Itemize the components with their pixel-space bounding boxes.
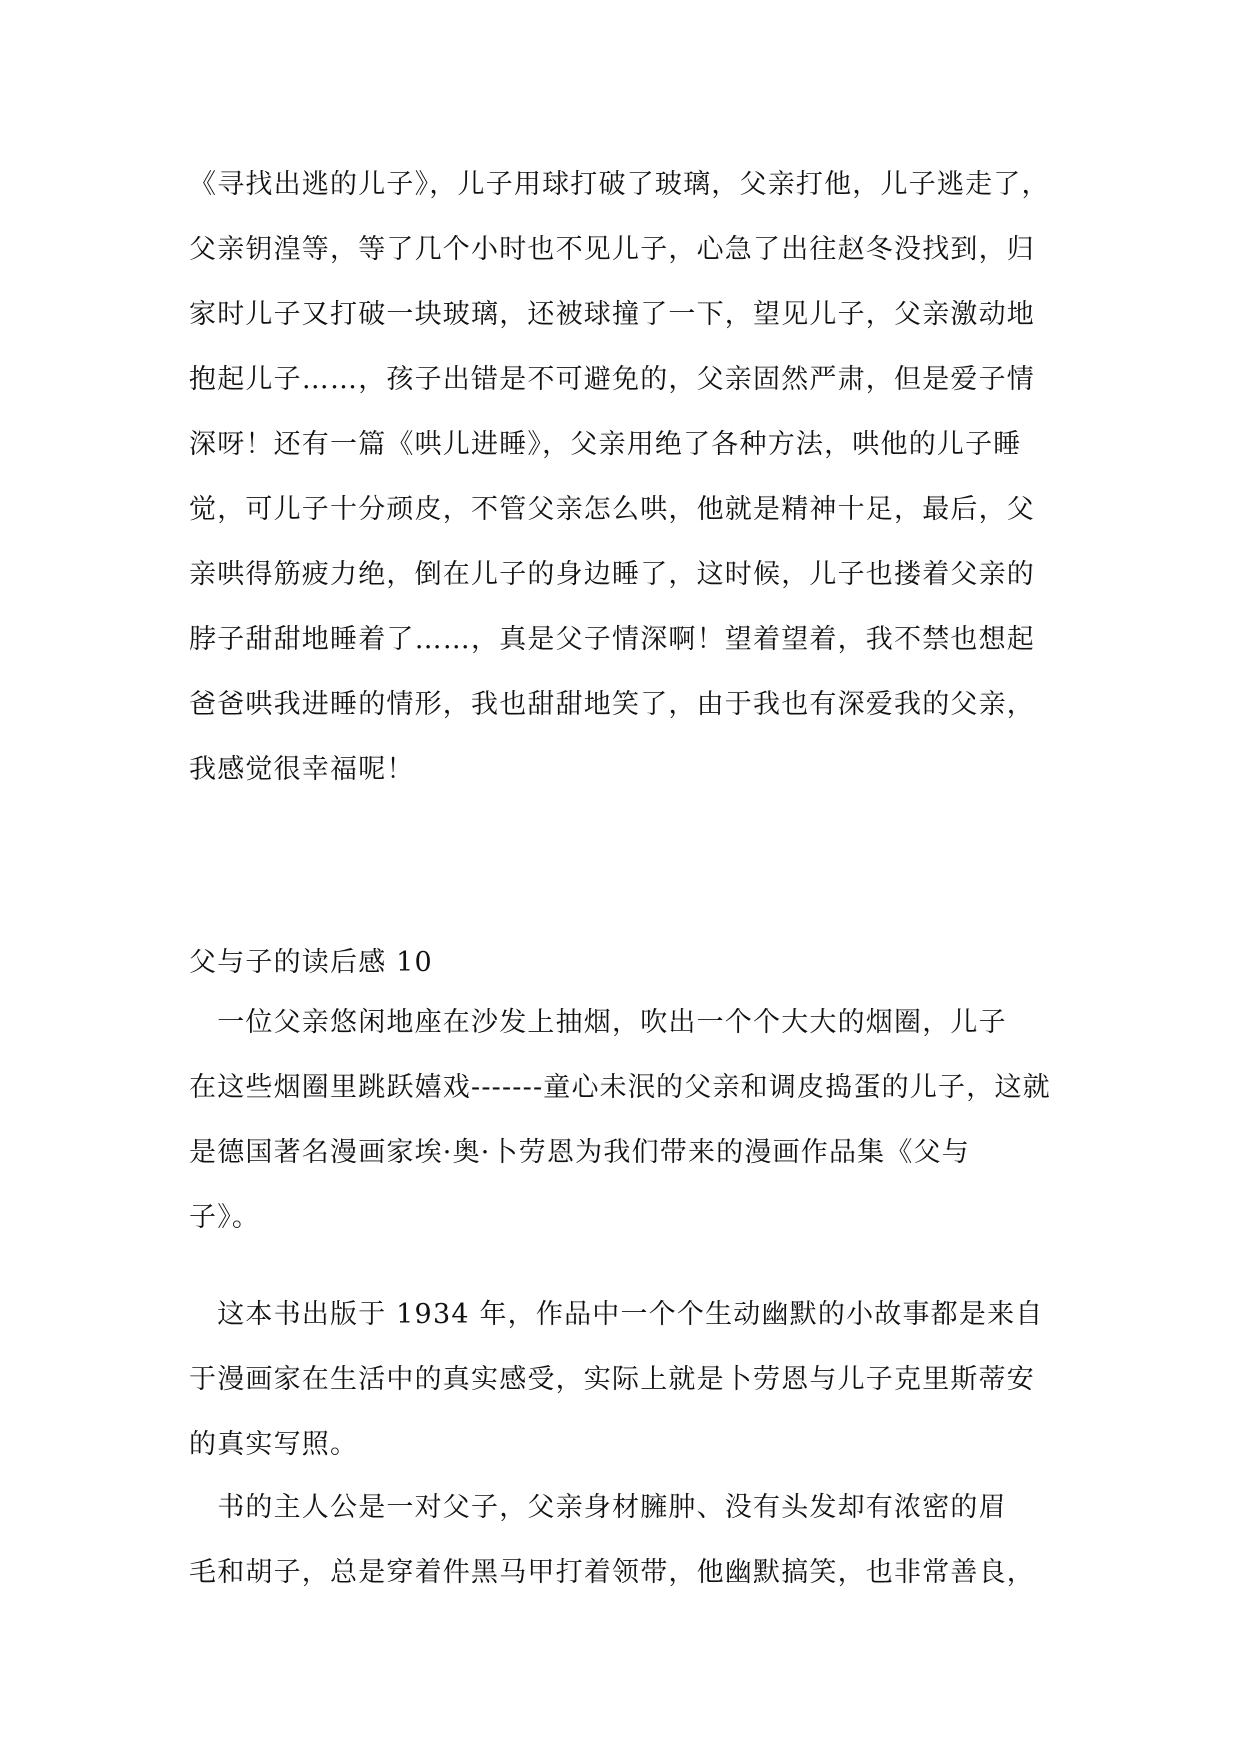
text-line: 于漫画家在生活中的真实感受，实际上就是卜劳恩与儿子克里斯蒂安 [189,1364,1035,1395]
text-line: 脖子甜甜地睡着了……，真是父子情深啊！望着望着，我不禁也想起 [189,624,1035,655]
text-line: 这本书出版于 1934 年，作品中一个个生动幽默的小故事都是来自 [189,1299,1044,1330]
text-line: 我感觉很幸福呢！ [189,754,415,785]
text-line: 深呀！还有一篇《哄儿进睡》，父亲用绝了各种方法，哄他的儿子睡 [189,429,1022,460]
text-line: 是德国著名漫画家埃·奥·卜劳恩为我们带来的漫画作品集《父与 [189,1137,970,1168]
text-line: 的真实写照。 [189,1429,359,1460]
text-line: 毛和胡子，总是穿着件黑马甲打着领带，他幽默搞笑，也非常善良， [189,1557,1035,1588]
continuation-paragraph [189,152,1051,802]
paragraph [189,990,1051,1250]
paragraph [189,1282,1051,1477]
text-line: 爸爸哄我进睡的情形，我也甜甜地笑了，由于我也有深爱我的父亲， [189,689,1035,720]
text-line: 亲哄得筋疲力绝，倒在儿子的身边睡了，这时候，儿子也搂着父亲的 [189,559,1035,590]
text-line: 一位父亲悠闲地座在沙发上抽烟，吹出一个个大大的烟圈，儿子 [189,1007,1007,1038]
text-line: 书的主人公是一对父子，父亲身材臃肿、没有头发却有浓密的眉 [189,1492,1007,1523]
text-line: 子》。 [189,1202,261,1233]
text-line: 家时儿子又打破一块玻璃，还被球撞了一下，望见儿子，父亲激动地 [189,299,1035,330]
text-line: 抱起儿子……，孩子出错是不可避免的，父亲固然严肃，但是爱子情 [189,364,1035,395]
text-line: 觉，可儿子十分顽皮，不管父亲怎么哄，他就是精神十足，最后，父 [189,494,1035,525]
paragraph [189,1475,1051,1605]
section-heading: 父与子的读后感 10 [189,947,433,978]
text-line: 父亲钥湟等，等了几个小时也不见儿子，心急了出往赵冬没找到，归 [189,234,1035,265]
text-line: 在这些烟圈里跳跃嬉戏-------童心未泯的父亲和调皮捣蛋的儿子，这就 [189,1072,1051,1103]
text-line: 《寻找出逃的儿子》，儿子用球打破了玻璃，父亲打他，儿子逃走了， [189,169,1050,200]
